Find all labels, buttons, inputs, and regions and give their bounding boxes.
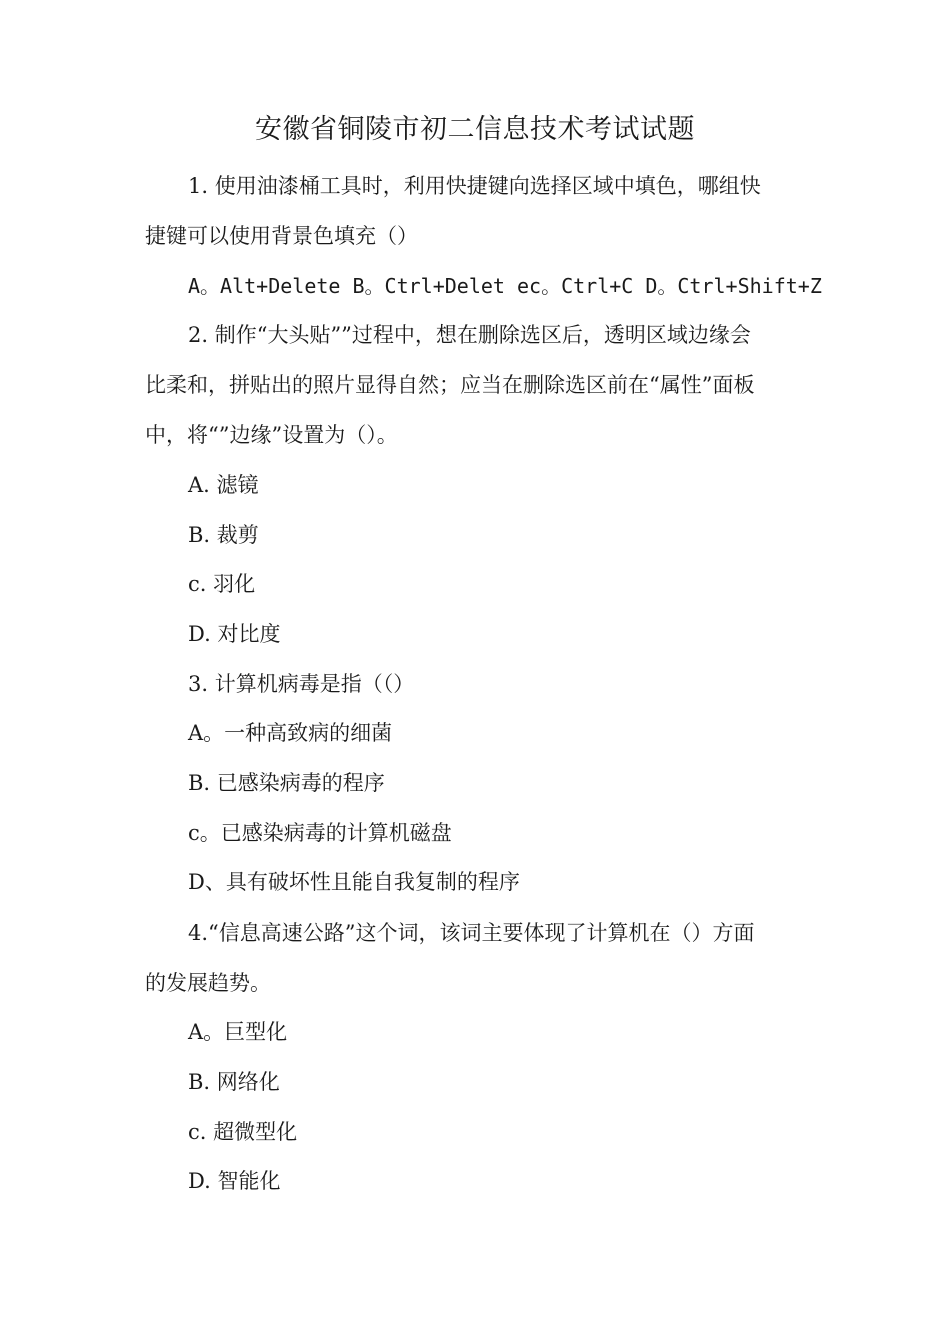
q3-option-d: D、具有破坏性且能自我复制的程序: [188, 870, 520, 894]
q1-stem-line2: 捷键可以使用背景色填充（）: [145, 224, 418, 248]
q4-option-c: c. 超微型化: [188, 1120, 298, 1144]
q4-option-d: D. 智能化: [188, 1169, 281, 1193]
q2-option-b: B. 裁剪: [188, 523, 259, 547]
q4-stem-line2: 的发展趋势。: [145, 971, 271, 995]
q4-option-b: B. 网络化: [188, 1070, 280, 1094]
q3-stem: 3. 计算机病毒是指（（）: [188, 672, 415, 696]
q3-option-b: B. 已感染病毒的程序: [188, 771, 385, 795]
q1-stem-line1: 1. 使用油漆桶工具时，利用快捷键向选择区域中填色，哪组快: [188, 174, 761, 198]
q2-option-d: D. 对比度: [188, 622, 281, 646]
q3-option-a: A。一种高致病的细菌: [188, 721, 393, 745]
q2-stem-line1: 2. 制作“大头贴””过程中，想在删除选区后，透明区域边缘会: [188, 323, 751, 347]
q1-options: A。Alt+Delete B。Ctrl+Delet ec。Ctrl+C D。Ctrl+Shift+Z: [188, 274, 822, 298]
q2-option-c: c. 羽化: [188, 572, 256, 596]
document-title: 安徽省铜陵市初二信息技术考试试题: [255, 114, 695, 145]
q2-option-a: A. 滤镜: [188, 473, 259, 497]
q2-stem-line3: 中，将“”边缘”设置为（）。: [145, 423, 398, 447]
q4-option-a: A。巨型化: [188, 1020, 288, 1044]
q3-option-c: c。已感染病毒的计算机磁盘: [188, 821, 452, 845]
q4-stem-line1: 4.“信息高速公路”这个词，该词主要体现了计算机在（）方面: [188, 921, 755, 945]
q2-stem-line2: 比柔和，拼贴出的照片显得自然；应当在删除选区前在“属性”面板: [145, 373, 755, 397]
